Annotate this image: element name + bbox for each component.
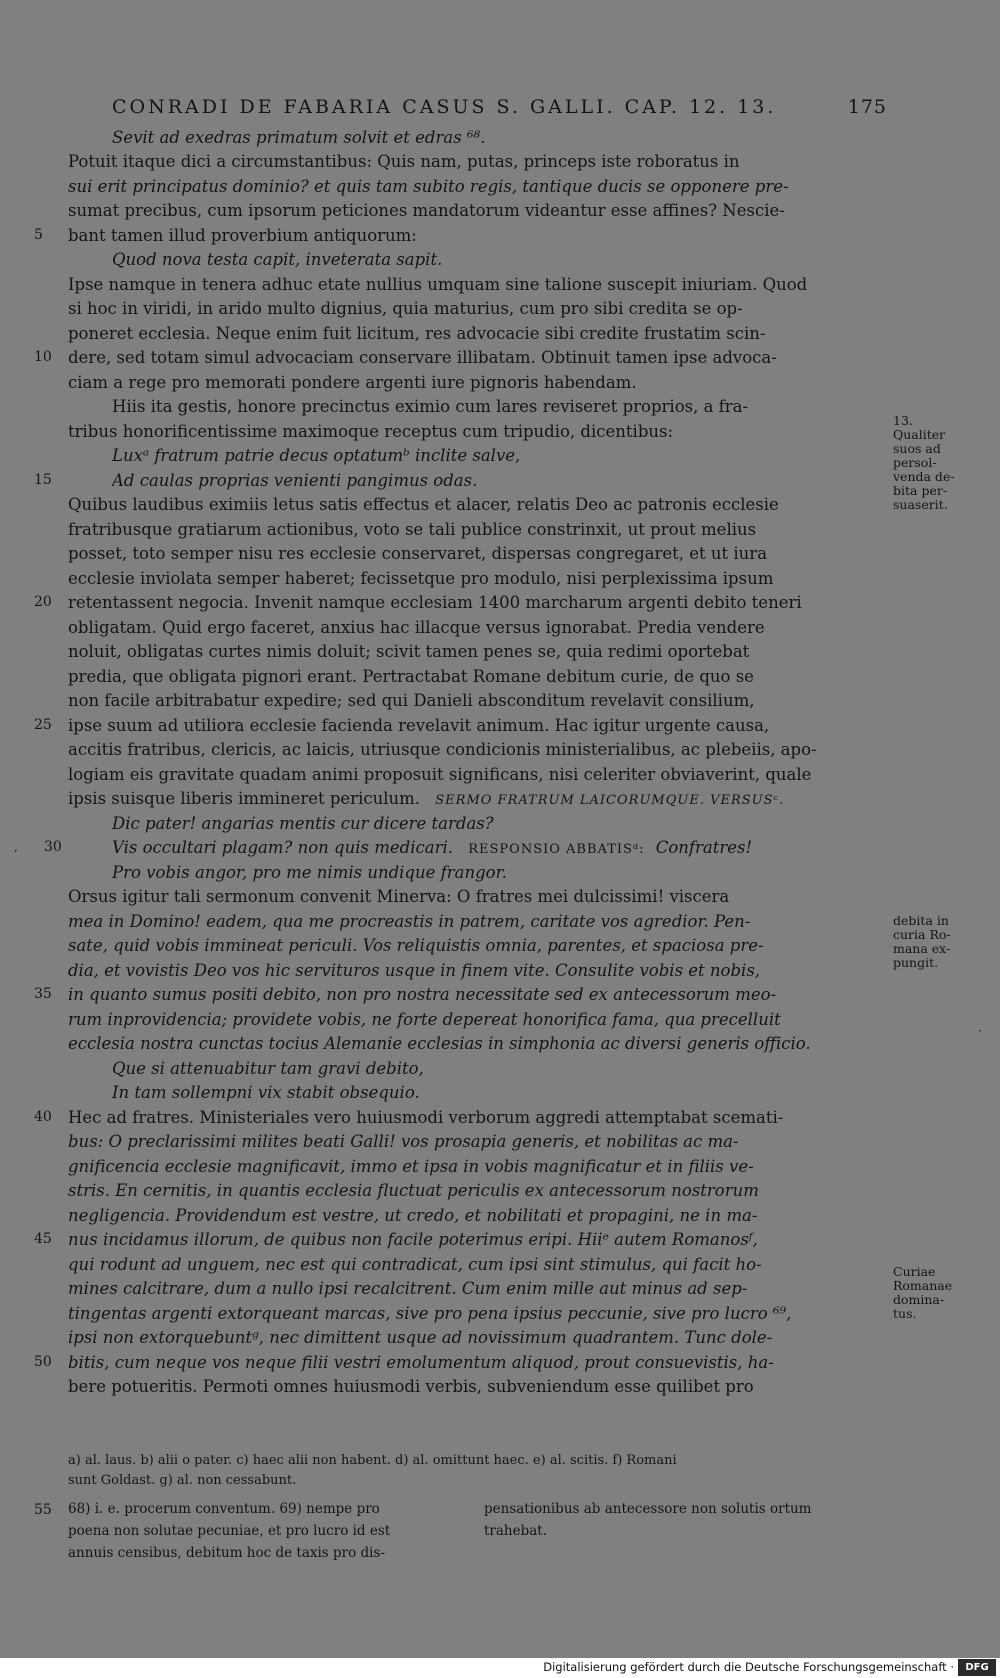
footnotes-left-column: 68) i. e. procerum conventum. 69) nempe pro poena non solutae pecuniae, et pro lucro id est annuis censibus, debitum hoc de taxis pro dis- <box>68 1501 391 1561</box>
text-line: negligencia. Providendum est vestre, ut credo, et nobilitati et propagini, ne in ma- <box>68 1206 758 1225</box>
text-line: in quanto sumus positi debito, non pro nostra necessitate sed ex antecessorum meo- <box>68 985 777 1004</box>
rubric-sermo: SERMO FRATRUM LAICORUMQUE. VERSUSᶜ. <box>435 793 785 808</box>
text-line: bitis, cum neque vos neque filii vestri emolumentum aliquod, prout consuevistis, ha- <box>68 1353 774 1372</box>
text-line: sui erit principatus dominio? et quis tam subito regis, tantique ducis se opponere pre- <box>68 177 789 196</box>
text-line: Hec ad fratres. Ministeriales vero huiusmodi verborum aggredi attemptabat scemati- <box>68 1108 784 1127</box>
text-line: ciam a rege pro memorati pondere argenti iure pignoris habendam. <box>68 373 637 392</box>
text-line: Luxᵃ fratrum patrie decus optatumᵇ inclite salve, <box>112 446 521 465</box>
text-line: non facile arbitrabatur expedire; sed qui Danieli absconditum revelavit consilium, <box>68 691 755 710</box>
line-number: 55 <box>34 1502 52 1518</box>
variant-footnote: a) al. laus. b) alii o pater. c) haec alii non habent. d) al. omittunt haec. e) al. scitis. f) Romani <box>68 1453 677 1468</box>
running-header <box>112 96 887 126</box>
text-line: accitis fratribus, clericis, ac laicis, utriusque condicionis ministerialibus, ac plebeiis, apo- <box>68 740 817 759</box>
text-line: sate, quid vobis immineat periculi. Vos reliquistis omnia, parentes, et spaciosa pre- <box>68 936 764 955</box>
line-number: 40 <box>34 1109 52 1125</box>
margin-note-13: 13. Qualiter suos ad persol- venda de- bita per- suaserit. <box>893 413 955 512</box>
text-line: si hoc in viridi, in arido multo dignius, quia maturius, cum pro sibi credita se op- <box>68 299 743 318</box>
footnotes-right-column: pensationibus ab antecessore non solutis ortum trahebat. <box>484 1501 812 1539</box>
text-line: nus incidamus illorum, de quibus non facile poterimus eripi. Hiiᵉ autem Romanosᶠ, <box>68 1230 758 1249</box>
text-line: ipsi non extorquebuntᵍ, nec dimittent usque ad novissimum quadrantem. Tunc dole- <box>68 1328 773 1347</box>
text-line: fratribusque gratiarum actionibus, voto se tali publice constrinxit, ut prout melius <box>68 520 757 539</box>
line-number: 30 <box>44 839 62 855</box>
page-number: 175 <box>847 96 887 118</box>
margin-note-debita: debita in curia Ro- mana ex- pungit. <box>893 913 951 970</box>
text-line: Pro vobis angor, pro me nimis undique frangor. <box>112 863 507 882</box>
line-number: 35 <box>34 986 52 1002</box>
line-number: 50 <box>34 1354 52 1370</box>
dfg-logo: DFG <box>958 1659 996 1676</box>
text-line: bant tamen illud proverbium antiquorum: <box>68 226 417 245</box>
margin-tick: , <box>14 840 18 854</box>
text-line: rum inprovidencia; providete vobis, ne forte depereat honorifica fama, qua precelluit <box>68 1010 781 1029</box>
text-line: Sevit ad exedras primatum solvit et edras ⁶⁸. <box>112 128 486 147</box>
text-line: logiam eis gravitate quadam animi proposuit significans, nisi celeriter obviaverint, quale <box>68 765 812 784</box>
line-number: 15 <box>34 472 52 488</box>
digitization-footer <box>0 1658 1000 1678</box>
text-line: ipsis suisque liberis immineret periculum. SERMO FRATRUM LAICORUMQUE. VERSUSᶜ. <box>68 789 785 808</box>
text-line: obligatam. Quid ergo faceret, anxius hac illacque versus ignorabat. Predia vendere <box>68 618 765 637</box>
line-number: 10 <box>34 349 52 365</box>
text-line: In tam sollempni vix stabit obsequio. <box>112 1083 420 1102</box>
text-line: Ad caulas proprias venienti pangimus odas. <box>112 471 478 490</box>
text-line: Quibus laudibus eximiis letus satis effectus et alacer, relatis Deo ac patronis ecclesie <box>68 495 779 514</box>
text-line: ecclesia nostra cunctas tocius Alemanie ecclesias in simphonia ac diversi generis officio. <box>68 1034 811 1053</box>
text-line: Vis occultari plagam? non quis medicari. RESPONSIO ABBATISᵈ: Confratres! <box>112 838 753 857</box>
text-line: bere potueritis. Permoti omnes huiusmodi verbis, subveniendum esse quilibet pro <box>68 1377 754 1396</box>
text-line: mines calcitrare, dum a nullo ipsi recalcitrent. Cum enim mille aut minus ad sep- <box>68 1279 748 1298</box>
text-line: dia, et vovistis Deo vos hic servituros usque in finem vite. Consulite vobis et nobis, <box>68 961 761 980</box>
text-line: Potuit itaque dici a circumstantibus: Quis nam, putas, princeps iste roboratus in <box>68 152 740 171</box>
variant-footnote: sunt Goldast. g) al. non cessabunt. <box>68 1473 297 1488</box>
text-line: noluit, obligatas curtes nimis doluit; scivit tamen penes se, quia redimi oportebat <box>68 642 750 661</box>
line-number: 45 <box>34 1231 52 1247</box>
line-number: 25 <box>34 717 52 733</box>
funding-credit: Digitalisierung gefördert durch die Deutsche Forschungsgemeinschaft · <box>543 1660 954 1674</box>
text-line: tingentas argenti extorqueant marcas, sive pro pena ipsius peccunie, sive pro lucro ⁶⁹, <box>68 1304 792 1323</box>
text-line: Ipse namque in tenera adhuc etate nullius umquam sine talione suscepit iniuriam. Quod <box>68 275 808 294</box>
line-number: 5 <box>34 227 43 243</box>
text-line: sumat precibus, cum ipsorum peticiones mandatorum videantur esse affines? Nescie- <box>68 201 785 220</box>
text-line: ecclesie inviolata semper haberet; fecissetque pro modulo, nisi perplexissima ipsum <box>68 569 774 588</box>
text-line: retentassent negocia. Invenit namque ecclesiam 1400 marcharum argenti debito teneri <box>68 593 802 612</box>
text-line: posset, toto semper nisu res ecclesie conservaret, dispersas congregaret, et ut iura <box>68 544 768 563</box>
text-line: Dic pater! angarias mentis cur dicere tardas? <box>112 814 494 833</box>
text-line: poneret ecclesia. Neque enim fuit licitum, res advocacie sibi credite frustatim scin- <box>68 324 766 343</box>
rubric-responsio: RESPONSIO ABBATISᵈ: <box>468 842 645 857</box>
text-line: tribus honorificentissime maximoque receptus cum tripudio, dicentibus: <box>68 422 674 441</box>
margin-tick: · <box>978 1024 982 1038</box>
text-line: dere, sed totam simul advocaciam conservare illibatam. Obtinuit tamen ipse advoca- <box>68 348 777 367</box>
text-line: bus: O preclarissimi milites beati Galli! vos prosapia generis, et nobilitas ac ma- <box>68 1132 739 1151</box>
text-line: Que si attenuabitur tam gravi debito, <box>112 1059 424 1078</box>
margin-note-curiae: Curiae Romanae domina- tus. <box>893 1264 953 1321</box>
text-line: Hiis ita gestis, honore precinctus eximio cum lares reviseret proprios, a fra- <box>112 397 749 416</box>
line-number: 20 <box>34 594 52 610</box>
text-line: Quod nova testa capit, inveterata sapit. <box>112 250 443 269</box>
text-line: qui rodunt ad unguem, nec est qui contradicat, cum ipsi sint stimulus, qui facit ho- <box>68 1255 762 1274</box>
header-title: CONRADI DE FABARIA CASUS S. GALLI. CAP. 12. 13. <box>112 96 777 118</box>
text-line: predia, que obligata pignori erant. Pertractabat Romane debitum curie, de quo se <box>68 667 754 686</box>
text-line: stris. En cernitis, in quantis ecclesia fluctuat periculis ex antecessorum nostrorum <box>68 1181 759 1200</box>
text-line: mea in Domino! eadem, qua me procreastis in patrem, caritate vos agredior. Pen- <box>68 912 751 931</box>
text-line: Orsus igitur tali sermonum convenit Minerva: O fratres mei dulcissimi! viscera <box>68 887 730 906</box>
text-line: ipse suum ad utiliora ecclesie facienda revelavit animum. Hac igitur urgente causa, <box>68 716 770 735</box>
text-line: gnificencia ecclesie magnificavit, immo et ipsa in vobis magnificatur et in filiis ve- <box>68 1157 754 1176</box>
